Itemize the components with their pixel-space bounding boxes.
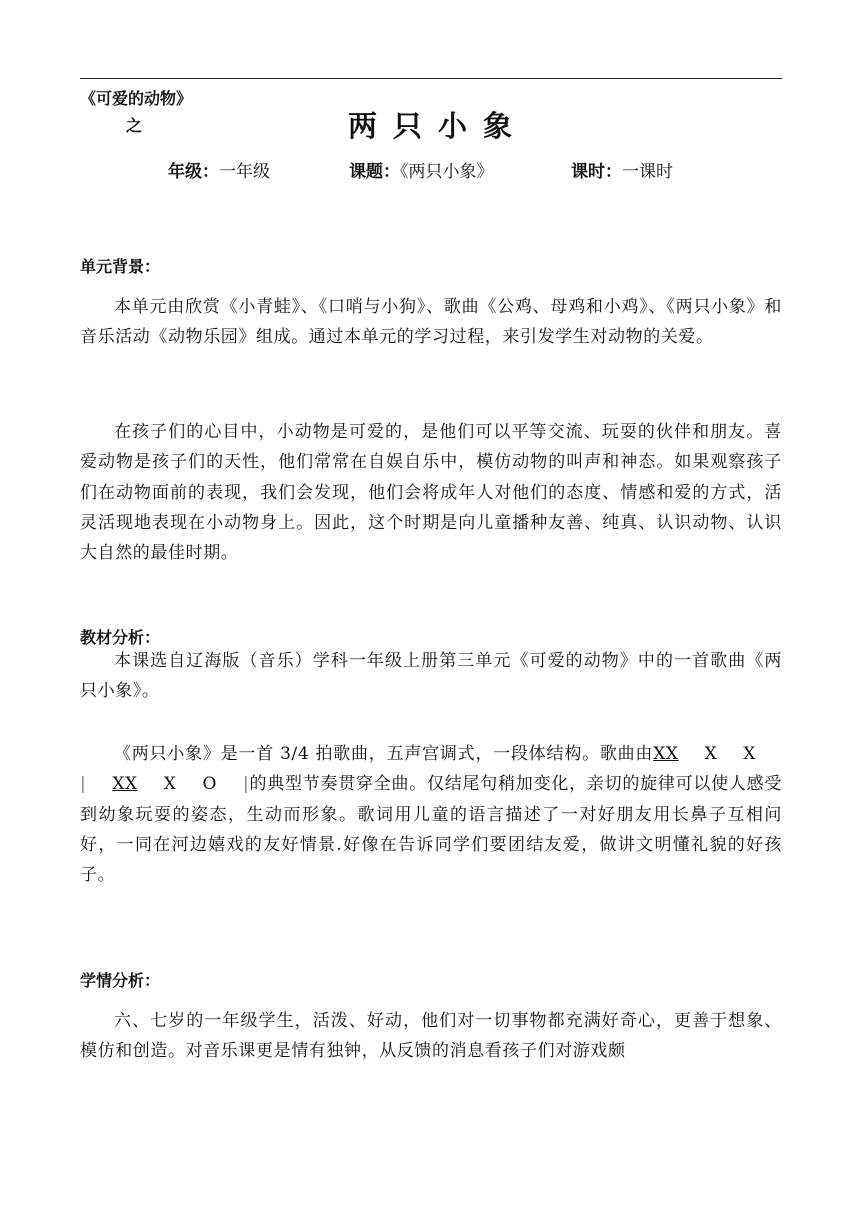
section-heading-background: 单元背景： — [80, 257, 161, 276]
grade-value: 一年级 — [219, 162, 270, 182]
rhythm-o: O — [202, 774, 217, 795]
header-rule — [80, 78, 782, 79]
rhythm-x-3: X — [163, 774, 177, 795]
students-paragraph-1: 六、七岁的一年级学生，活泼、好动，他们对一切事物都充满好奇心，更善于想象、模仿和创造。对音乐课更是情有独钟，从反馈的消息看孩子们对游戏颇 — [80, 1011, 782, 1062]
period-label: 课时： — [571, 162, 622, 182]
topic-label: 课题： — [349, 162, 400, 182]
topic-info — [349, 158, 494, 186]
background-paragraph-1: 本单元由欣赏《小青蛙》、《口哨与小狗》、歌曲《公鸡、母鸡和小鸡》、《两只小象》和音乐活动《动物乐园》组成。通过本单元的学习过程，来引发学生对动物的关爱。 — [80, 297, 782, 348]
unit-name: 《可爱的动物》 — [80, 89, 193, 108]
background-paragraph-2: 在孩子们的心目中，小动物是可爱的，是他们可以平等交流、玩耍的伙伴和朋友。喜爱动物是孩子们的天性，他们常常在自娱自乐中，模仿动物的叫声和神态。如果观察孩子们在动物面前的表现，我们会发现，他们会将成年人对他们的态度、情感和爱的方式，活灵活现地表现在小动物身上。因此，这个时期是向儿童播种友善、纯真、认识动物、认识大自然的最佳时期。 — [80, 422, 782, 564]
material-paragraph-2 — [80, 739, 782, 890]
rhythm-x-1: X — [704, 744, 718, 764]
period-info — [571, 158, 673, 186]
rhythm-x-2: X — [743, 744, 756, 764]
rhythm-barline-1: | — [80, 774, 87, 795]
material-paragraph-1: 本课选自辽海版（音乐）学科一年级上册第三单元《可爱的动物》中的一首歌曲《两只小象》。 — [80, 651, 782, 702]
period-value: 一课时 — [622, 162, 673, 182]
grade-label: 年级： — [168, 162, 219, 182]
lesson-title: 两只小象 — [347, 109, 528, 143]
unit-suffix: 之 — [126, 116, 143, 135]
grade-info — [168, 158, 270, 186]
material-paragraph-2-rest: 的典型节奏贯穿全曲。仅结尾句稍加变化，亲切的旋律可以使人感受到幼象玩耍的姿态，生动而形象。歌词用儿童的语言描述了一对好朋友用长鼻子互相问好，一同在河边嬉戏的友好情景.好像在告诉同学们要团结友爱，做讲文明懂礼貌的好孩子。 — [80, 774, 782, 886]
section-heading-students: 学情分析： — [80, 971, 161, 990]
rhythm-xx-1: XX — [653, 744, 679, 764]
section-heading-material: 教材分析： — [80, 628, 161, 647]
material-paragraph-2-lead: 《两只小象》是一首 3/4 拍歌曲，五声宫调式，一段体结构。歌曲由 — [114, 744, 654, 764]
rhythm-barline-2: | — [242, 774, 250, 795]
topic-value: 《两只小象》 — [400, 162, 494, 182]
rhythm-xx-2: XX — [112, 774, 138, 795]
